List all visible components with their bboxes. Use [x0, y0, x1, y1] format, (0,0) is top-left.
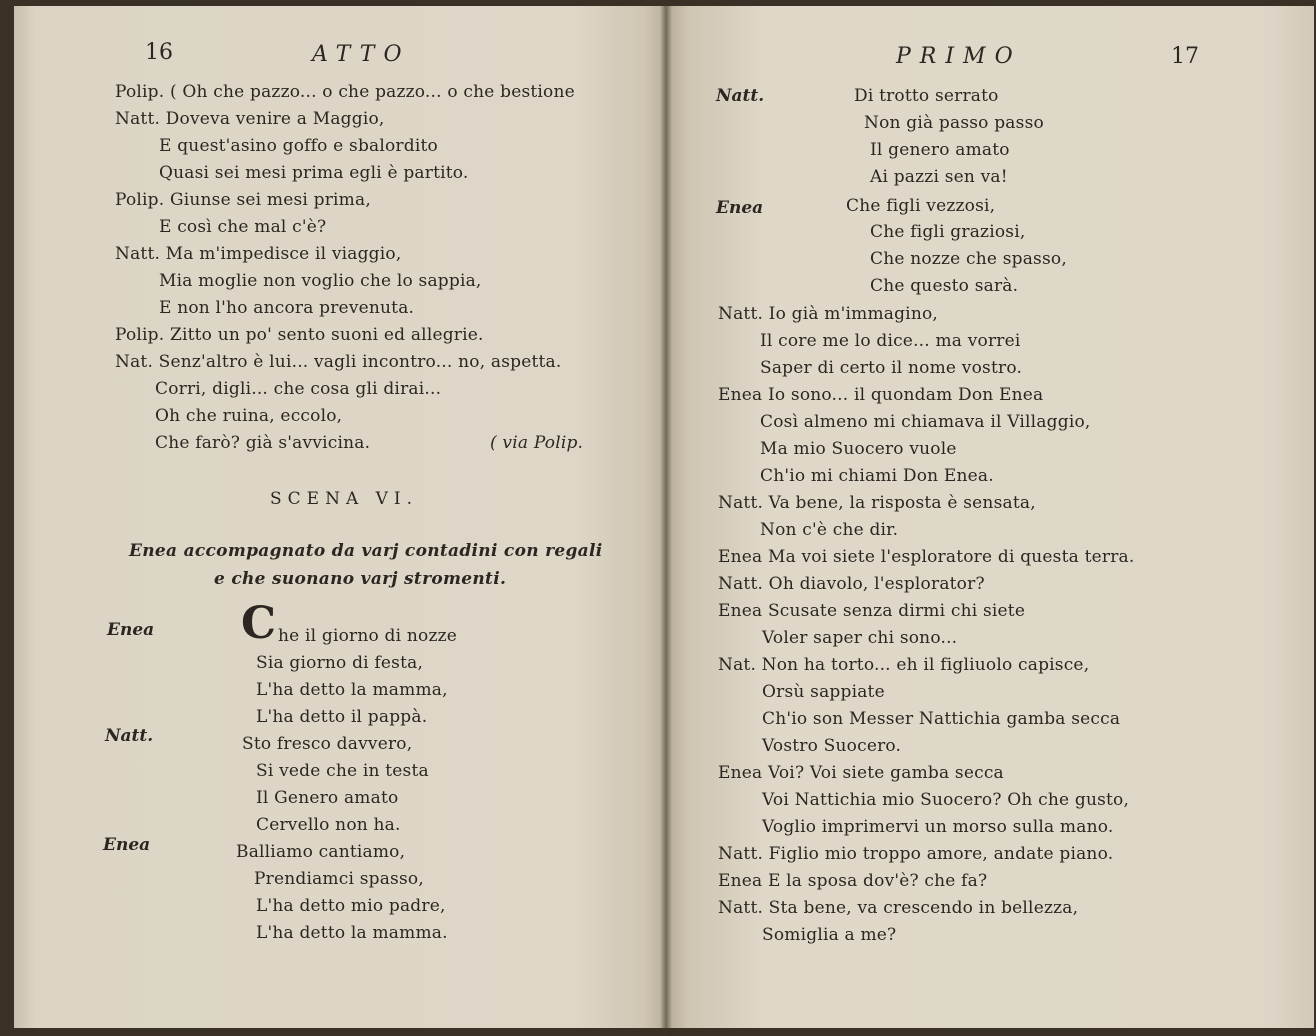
- text-line: Natt. Va bene, la risposta è sensata,: [718, 493, 1036, 513]
- verse-line: L'ha detto la mamma.: [256, 923, 448, 943]
- text-line: Così almeno mi chiamava il Villaggio,: [760, 412, 1091, 432]
- text-line: Quasi sei mesi prima egli è partito.: [159, 163, 469, 183]
- text-line: Enea Ma voi siete l'esploratore di questa terra.: [718, 547, 1135, 567]
- left-page: [14, 6, 666, 1028]
- running-header-right: PRIMO: [896, 44, 1022, 69]
- text-line: Non c'è che dir.: [760, 520, 899, 540]
- verse-line: L'ha detto il pappà.: [256, 707, 428, 727]
- exit-note: ( via Polip.: [490, 433, 584, 453]
- text-line: Natt. Io già m'immagino,: [718, 304, 939, 324]
- text-line: Ch'io mi chiami Don Enea.: [760, 466, 994, 486]
- verse-line: Che figli graziosi,: [870, 222, 1026, 242]
- text-line: Enea E la sposa dov'è? che fa?: [718, 871, 988, 891]
- text-line: Enea Voi? Voi siete gamba secca: [718, 763, 1004, 783]
- stage-direction: e che suonano varj stromenti.: [214, 569, 507, 589]
- text-line: Polip. ( Oh che pazzo... o che pazzo... o che bestione: [115, 82, 575, 102]
- book-gutter: [660, 0, 672, 1036]
- verse-line: Il Genero amato: [256, 788, 399, 808]
- text-line: E quest'asino goffo e sbalordito: [159, 136, 438, 156]
- verse-line: L'ha detto la mamma,: [256, 680, 448, 700]
- verse-line: Sia giorno di festa,: [256, 653, 424, 673]
- text-line: Oh che ruina, eccolo,: [155, 406, 343, 426]
- speaker-label: Enea: [716, 198, 764, 218]
- text-line: Ch'io son Messer Nattichia gamba secca: [762, 709, 1121, 729]
- verse-line: Il genero amato: [870, 140, 1010, 160]
- verse-line: Ai pazzi sen va!: [870, 167, 1008, 187]
- text-line: Polip. Giunse sei mesi prima,: [115, 190, 371, 210]
- verse-line: Che questo sarà.: [870, 276, 1019, 296]
- text-line: Mia moglie non voglio che lo sappia,: [159, 271, 482, 291]
- text-line: Natt. Oh diavolo, l'esplorator?: [718, 574, 985, 594]
- scene-title: SCENA VI.: [270, 489, 419, 509]
- text-line: Che farò? già s'avvicina.: [155, 433, 371, 453]
- text-line: E così che mal c'è?: [159, 217, 327, 237]
- text-line: Somiglia a me?: [762, 925, 897, 945]
- verse-line: Di trotto serrato: [854, 86, 999, 106]
- verse-line: Che nozze che spasso,: [870, 249, 1067, 269]
- text-line: Voler saper chi sono...: [762, 628, 958, 648]
- text-line: Voglio imprimervi un morso sulla mano.: [762, 817, 1114, 837]
- text-line: Il core me lo dice... ma vorrei: [760, 331, 1021, 351]
- text-line: Polip. Zitto un po' sento suoni ed allegrie.: [115, 325, 484, 345]
- stage-direction: Enea accompagnato da varj contadini con regali: [129, 541, 603, 561]
- running-header-left: ATTO: [312, 42, 411, 67]
- speaker-label: Enea: [107, 620, 155, 640]
- speaker-label: Natt.: [716, 86, 765, 106]
- text-line: Natt. Sta bene, va crescendo in bellezza,: [718, 898, 1079, 918]
- text-line: Natt. Doveva venire a Maggio,: [115, 109, 385, 129]
- verse-line: Cervello non ha.: [256, 815, 401, 835]
- verse-line: he il giorno di nozze: [278, 626, 458, 646]
- text-line: Voi Nattichia mio Suocero? Oh che gusto,: [762, 790, 1130, 810]
- page-number-left: 16: [145, 40, 173, 65]
- text-line: Natt. Ma m'impedisce il viaggio,: [115, 244, 402, 264]
- text-line: Nat. Senz'altro è lui... vagli incontro... no, aspetta.: [115, 352, 562, 372]
- right-page: [666, 6, 1314, 1028]
- text-line: E non l'ho ancora prevenuta.: [159, 298, 415, 318]
- text-line: Corri, digli... che cosa gli dirai...: [155, 379, 442, 399]
- text-line: Ma mio Suocero vuole: [760, 439, 957, 459]
- text-line: Enea Scusate senza dirmi chi siete: [718, 601, 1026, 621]
- text-line: Vostro Suocero.: [762, 736, 902, 756]
- drop-cap: C: [241, 598, 277, 649]
- text-line: Natt. Figlio mio troppo amore, andate piano.: [718, 844, 1114, 864]
- verse-line: Si vede che in testa: [256, 761, 429, 781]
- page-number-right: 17: [1171, 44, 1199, 69]
- speaker-label: Enea: [103, 835, 151, 855]
- verse-line: Che figli vezzosi,: [846, 196, 996, 216]
- text-line: Nat. Non ha torto... eh il figliuolo capisce,: [718, 655, 1090, 675]
- verse-line: Sto fresco davvero,: [242, 734, 413, 754]
- text-line: Enea Io sono... il quondam Don Enea: [718, 385, 1044, 405]
- text-line: Orsù sappiate: [762, 682, 885, 702]
- verse-line: Balliamo cantiamo,: [236, 842, 406, 862]
- verse-line: Prendiamci spasso,: [254, 869, 424, 889]
- verse-line: Non già passo passo: [864, 113, 1044, 133]
- speaker-label: Natt.: [105, 726, 154, 746]
- verse-line: L'ha detto mio padre,: [256, 896, 446, 916]
- text-line: Saper di certo il nome vostro.: [760, 358, 1023, 378]
